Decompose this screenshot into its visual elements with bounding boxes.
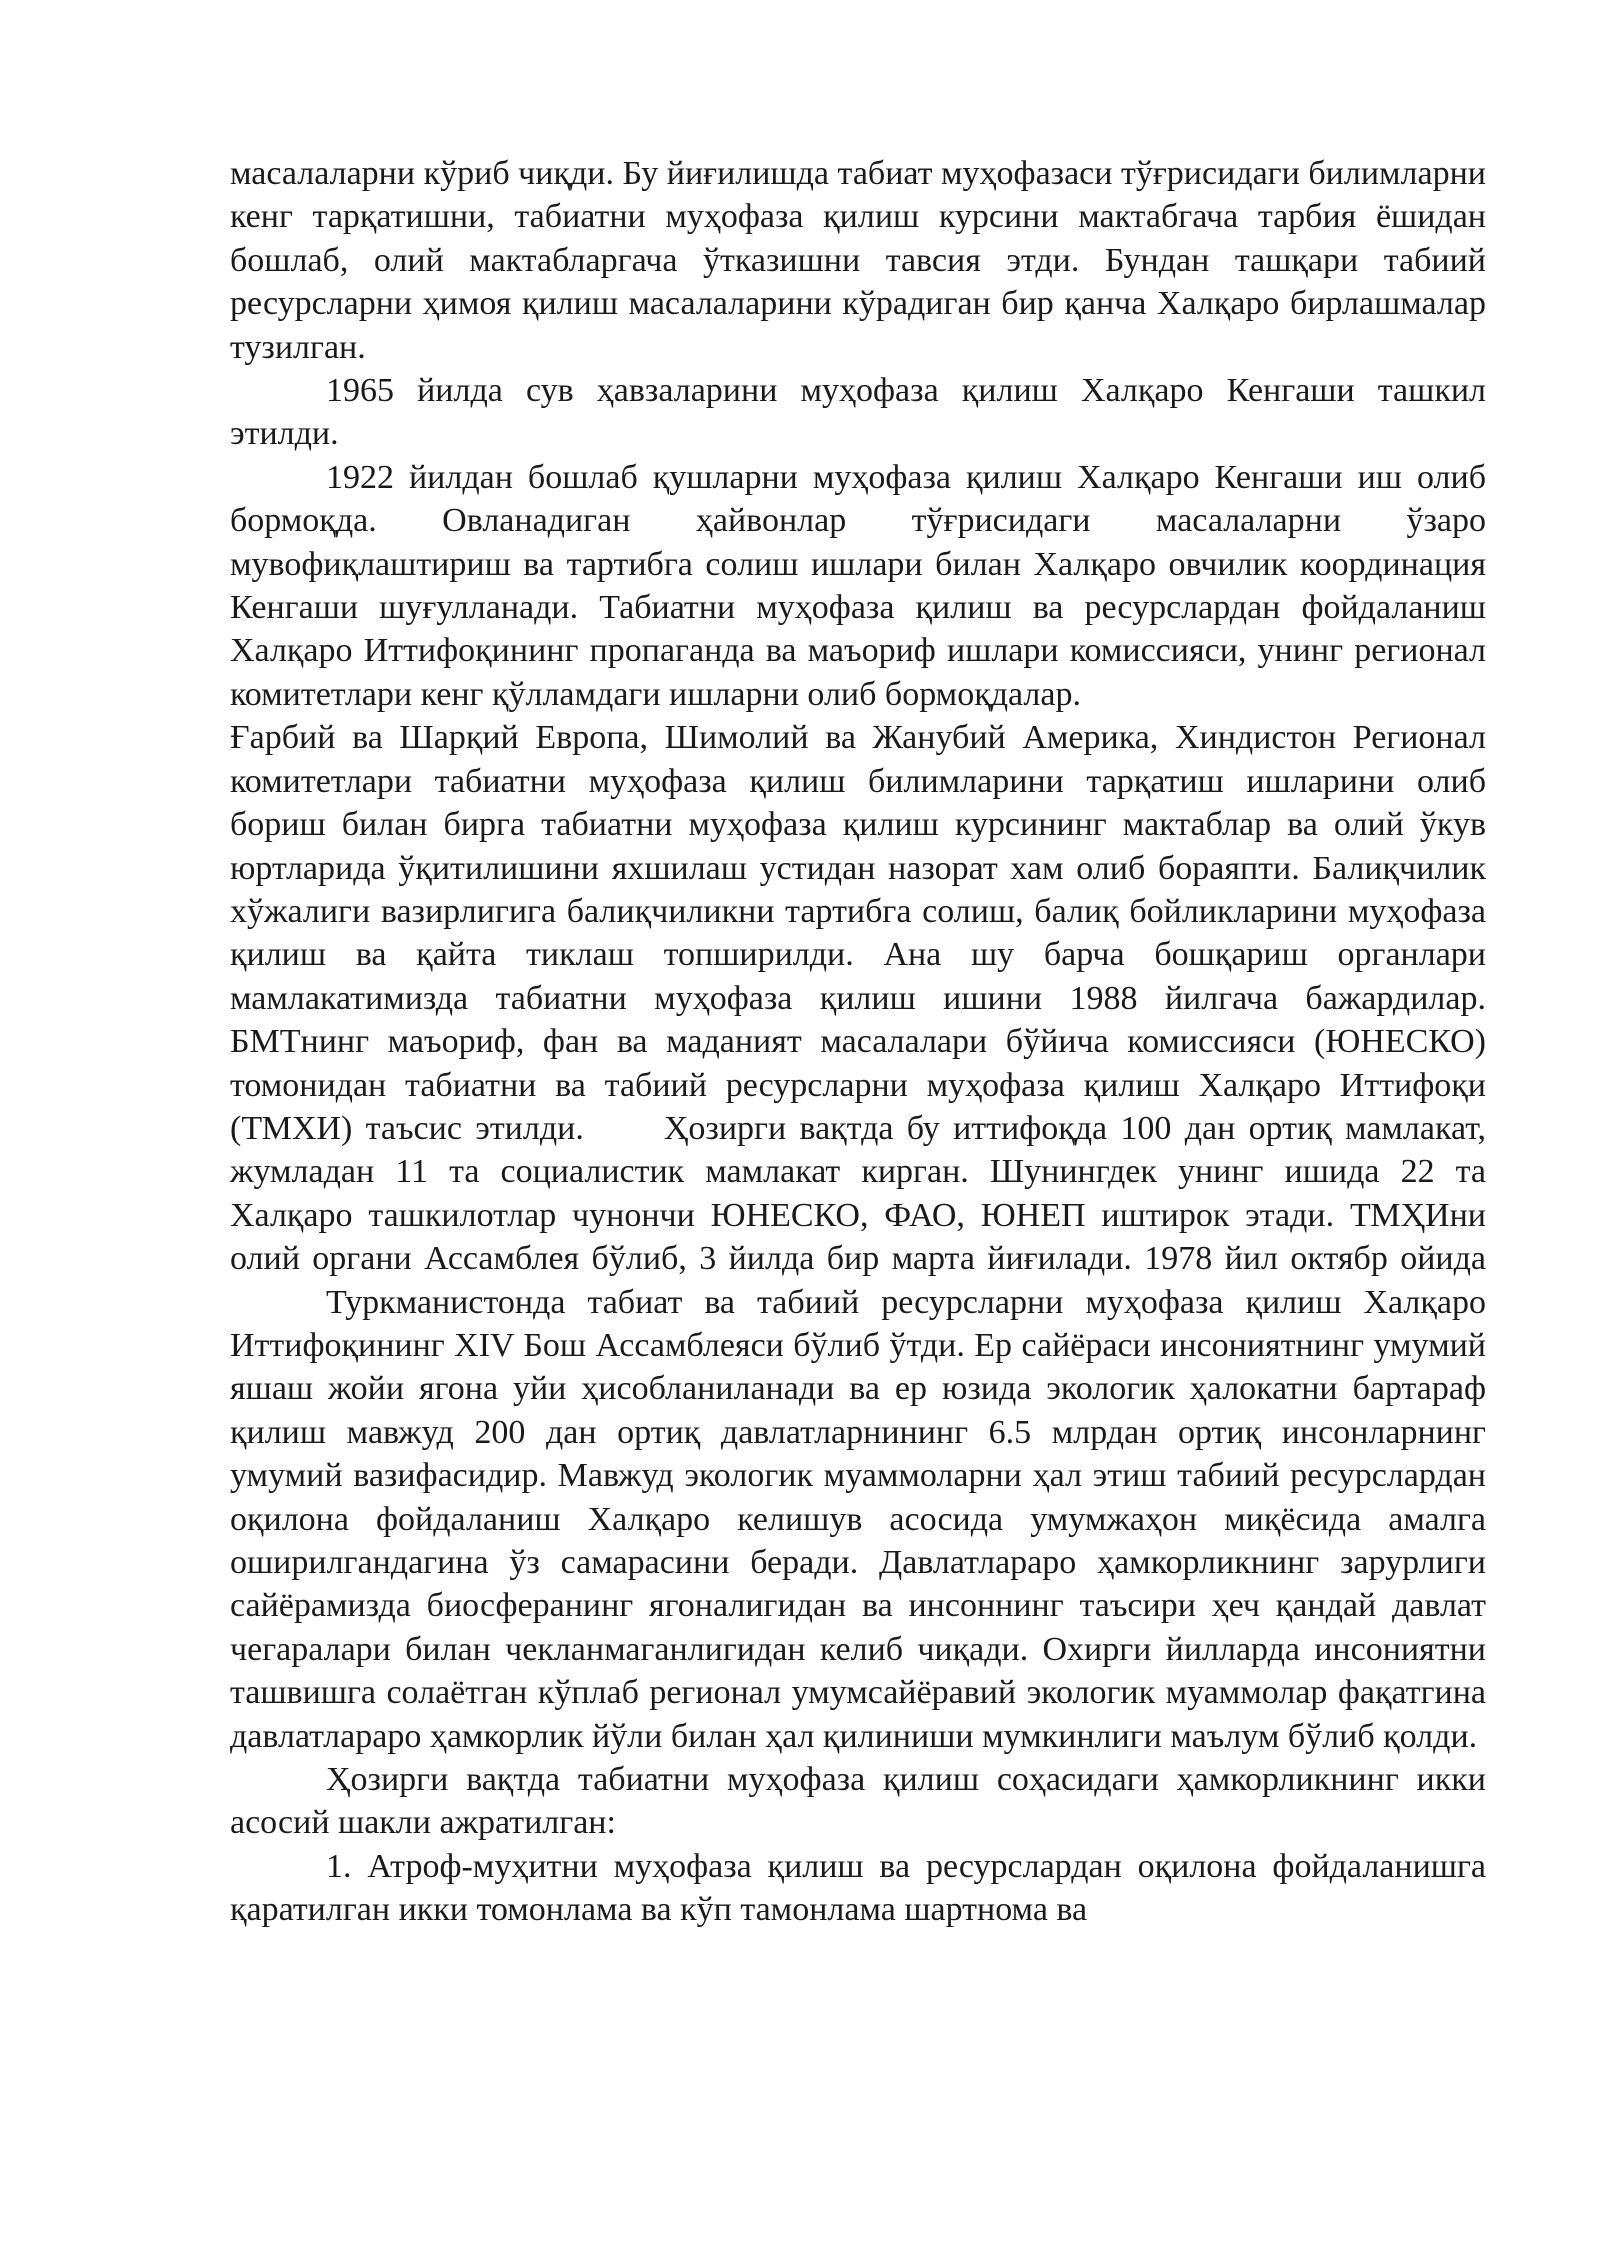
- document-body: [230, 152, 1486, 1932]
- paragraph-3: 1922 йилдан бошлаб қушларни муҳофаза қилиш Халқаро Кенгаши иш олиб бормоқда. Овланадиган ҳайвонлар тўғрисидаги масалаларни ўзаро мувофиқлаштириш ва тартибга солиш ишлари билан Халқаро овчилик координация Кенгаши шуғулланади. Табиатни муҳофаза қилиш ва ресурслардан фойдаланиш Халқаро Иттифоқининг пропаганда ва маъориф ишлари комиссияси, унинг регионал комитетлари кенг қўлламдаги ишларни олиб бормоқдалар.: [230, 458, 1486, 713]
- paragraph-4-part-b: Ҳозирги вақтда бу иттифоқда 100 дан ортиқ мамлакат, жумладан 11 та социалистик мамлакат кирган. Шунингдек унинг ишида 22 та Халқаро ташкилотлар чунончи ЮНЕСКО, ФАО, ЮНЕП иштирок этади. ТМҲИни олий органи Ассамблея бўлиб, 3 йилда бир марта йиғилади. 1978 йил октябр ойида: [230, 1109, 1487, 1278]
- paragraph-6: 1. Атроф-муҳитни муҳофаза қилиш ва ресурслардан оқилона фойдаланишга қаратилган икки томонлама ва кўп тамонлама шартнома ва: [230, 1847, 1486, 1929]
- paragraph-4-part-a: Ғарбий ва Шарқий Европа, Шимолий ва Жанубий Америка, Хиндистон Регионал комитетлари табиатни муҳофаза қилиш билимларини тарқатиш ишларини олиб бориш билан бирга табиатни муҳофаза қилиш курсининг мактаблар ва олий ўкув юртларида ўқитилишини яхшилаш устидан назорат хам олиб бораяпти. Балиқчилик хўжалиги вазирлигига балиқчиликни тартибга солиш, балиқ бойликларини муҳофаза қилиш ва қайта тиклаш топширилди. Ана шу барча бошқариш органлари мамлакатимизда табиатни муҳофаза қилиш ишини 1988 йилгача бажардилар. БМТнинг маъориф, фан ва маданият масалалари бўйича комиссияси (ЮНЕСКО) томонидан табиатни ва табиий ресурсларни муҳофаза қилиш Халқаро Иттифоқи (ТМХИ) таъсис этилди.: [230, 719, 1486, 1147]
- paragraph-4: [230, 716, 1486, 1758]
- paragraph-4-part-c: Туркманистонда табиат ва табиий ресурсларни муҳофаза қилиш Халқаро Иттифоқининг XIV Бош Ассамблеяси бўлиб ўтди. Ер сайёраси инсониятнинг умумий яшаш жойи ягона уйи ҳисобланиланади ва ер юзида экологик ҳалокатни бартараф қилиш мавжуд 200 дан ортиқ давлатларнининг 6.5 млрдан ортиқ инсонларнинг умумий вазифасидир. Мавжуд экологик муаммоларни ҳал этиш табиий ресурслардан оқилона фойдаланиш Халқаро келишув асосида умумжаҳон миқёсида амалга оширилгандагина ўз самарасини беради. Давлатлараро ҳамкорликнинг зарурлиги сайёрамизда биосферанинг ягоналигидан ва инсоннинг таъсири ҳеч қандай давлат чегаралари билан чекланмаганлигидан келиб чиқади. Охирги йилларда инсониятни ташвишга солаётган кўплаб регионал умумсайёравий экологик муаммолар фақатгина давлатлараро ҳамкорлик йўли билан ҳал қилиниши мумкинлиги маълум бўлиб қолди.: [230, 1283, 1486, 1755]
- paragraph-1: масалаларни кўриб чиқди. Бу йиғилишда табиат муҳофазаси тўғрисидаги билимларни кенг тарқатишни, табиатни муҳофаза қилиш курсини мактабгача тарбия ёшидан бошлаб, олий мактабларгача ўтказишни тавсия этди. Бундан ташқари табиий ресурсларни ҳимоя қилиш масалаларини кўрадиган бир қанча Халқаро бирлашмалар тузилган.: [230, 155, 1486, 366]
- paragraph-2: 1965 йилда сув ҳавзаларини муҳофаза қилиш Халқаро Кенгаши ташкил этилди.: [230, 372, 1486, 453]
- paragraph-5: Ҳозирги вақтда табиатни муҳофаза қилиш соҳасидаги ҳамкорликнинг икки асосий шакли ажратилган:: [230, 1761, 1486, 1842]
